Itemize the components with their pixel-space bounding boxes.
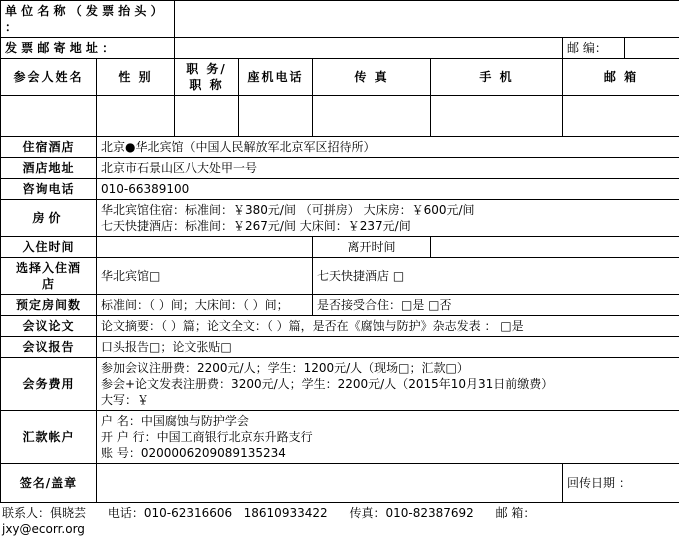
fee-line-1: 参加会议注册费：2200元/人；学生：1200元/人（现场□；汇款□） <box>101 360 675 376</box>
zip-value[interactable] <box>625 38 679 59</box>
footer-contact-value: 俱晓芸 <box>50 506 86 520</box>
attendee-cell-mobile[interactable] <box>431 96 563 137</box>
unit-name-label: 单 位 名 称 （ 发 票 抬 头 ） ： <box>1 1 175 38</box>
price-line-1: 华北宾馆住宿：标准间：￥380元/间 （可拼房） 大床房：￥600元/间 <box>101 202 675 218</box>
table-row-signature <box>1 464 679 503</box>
footer-contact <box>2 505 86 521</box>
hotel-choice-label-line1: 选择入住酒 <box>5 260 92 276</box>
attendee-header-fax: 传 真 <box>313 59 431 96</box>
table-row-hotel <box>1 137 679 158</box>
fee-label: 会务费用 <box>1 358 97 411</box>
phone-value: 010-66389100 <box>97 179 679 200</box>
fee-value[interactable] <box>97 358 679 411</box>
footer-contact-info <box>0 505 679 537</box>
footer-email <box>496 505 536 521</box>
attendee-cell-gender[interactable] <box>97 96 175 137</box>
hotel-choice-label <box>1 258 97 295</box>
attendee-header-name: 参会人姓名 <box>1 59 97 96</box>
rooms-count-value[interactable]: 标准间：（ ）间；大床间：（ ）间； <box>97 295 313 316</box>
attendee-header-email: 邮 箱 <box>563 59 679 96</box>
rooms-label: 预定房间数 <box>1 295 97 316</box>
account-line-2: 开 户 行：中国工商银行北京东升路支行 <box>101 429 675 445</box>
attendee-header-title-line1: 职 务/ <box>179 61 234 77</box>
invoice-address-label: 发 票 邮 寄 地 址 ： <box>1 38 175 59</box>
table-row-paper <box>1 316 679 337</box>
table-row-hotel-choice <box>1 258 679 295</box>
table-row-rooms <box>1 295 679 316</box>
hotel-choice-label-line2: 店 <box>5 276 92 292</box>
checkin-label: 入住时间 <box>1 237 97 258</box>
hotel-label: 住宿酒店 <box>1 137 97 158</box>
report-value[interactable]: 口头报告□；论文张贴□ <box>97 337 679 358</box>
hotel-address-value: 北京市石景山区八大处甲一号 <box>97 158 679 179</box>
table-row-fee <box>1 358 679 411</box>
signature-value[interactable] <box>97 464 563 503</box>
attendee-cell-email[interactable] <box>563 96 679 137</box>
unit-name-value[interactable] <box>175 1 679 38</box>
table-row-phone <box>1 179 679 200</box>
account-value <box>97 411 679 464</box>
attendee-header-gender: 性 别 <box>97 59 175 96</box>
footer-fax-value: 010-82387692 <box>385 506 473 520</box>
attendee-header-mobile: 手 机 <box>431 59 563 96</box>
account-line-3: 账 号：0200006209089135234 <box>101 445 675 461</box>
hotel-address-label: 酒店地址 <box>1 158 97 179</box>
fee-line-2: 参会+论文发表注册费：3200元/人；学生：2200元/人（2015年10月31日前缴费） <box>101 376 675 392</box>
checkout-value[interactable] <box>431 237 679 258</box>
fee-line-3: 大写：￥ <box>101 392 675 408</box>
table-row-unit-name <box>1 1 679 38</box>
footer-tel-value-1: 010-62316606 <box>144 506 232 520</box>
table-row-attendee-headers <box>1 59 679 96</box>
account-label: 汇款帐户 <box>1 411 97 464</box>
invoice-address-value[interactable] <box>175 38 563 59</box>
return-date-label: 回传日期 ： <box>563 464 679 503</box>
footer-tel-label: 电话： <box>108 506 144 520</box>
hotel-value: 北京●华北宾馆（中国人民解放军北京军区招待所） <box>97 137 679 158</box>
attendee-cell-title[interactable] <box>175 96 239 137</box>
price-label: 房价 <box>1 200 97 237</box>
paper-label: 会议论文 <box>1 316 97 337</box>
attendee-header-title <box>175 59 239 96</box>
footer-email-value[interactable]: jxy@ecorr.org <box>2 521 679 537</box>
table-row-hotel-address <box>1 158 679 179</box>
table-row-checkin <box>1 237 679 258</box>
table-row-attendee-entry <box>1 96 679 137</box>
footer-email-label: 邮 箱： <box>496 506 536 520</box>
attendee-header-title-line2: 职 称 <box>179 77 234 93</box>
footer-tel <box>108 505 328 521</box>
paper-value[interactable]: 论文摘要：（ ）篇；论文全文：（ ）篇，是否在《腐蚀与防护》杂志发表 ： □是 <box>97 316 679 337</box>
zip-label: 邮 编： <box>563 38 625 59</box>
hotel-choice-option-7days[interactable]: 七天快捷酒店 □ <box>313 258 679 295</box>
rooms-share-option[interactable]: 是否接受合住：□是 □否 <box>313 295 679 316</box>
table-row-report <box>1 337 679 358</box>
attendee-cell-name[interactable] <box>1 96 97 137</box>
price-line-2: 七天快捷酒店：标准间：￥267元/间 大床间：￥237元/间 <box>101 218 675 234</box>
footer-contact-label: 联系人： <box>2 506 50 520</box>
table-row-price <box>1 200 679 237</box>
price-value <box>97 200 679 237</box>
phone-label: 咨询电话 <box>1 179 97 200</box>
account-line-1: 户 名：中国腐蚀与防护学会 <box>101 413 675 429</box>
table-row-account <box>1 411 679 464</box>
checkout-label: 离开时间 <box>313 237 431 258</box>
report-label: 会议报告 <box>1 337 97 358</box>
attendee-cell-landline[interactable] <box>239 96 313 137</box>
attendee-header-landline: 座机电话 <box>239 59 313 96</box>
attendee-cell-fax[interactable] <box>313 96 431 137</box>
footer-fax <box>349 505 473 521</box>
signature-label: 签名/盖章 <box>1 464 97 503</box>
checkin-value[interactable] <box>97 237 313 258</box>
footer-fax-label: 传真： <box>349 506 385 520</box>
table-row-invoice-address <box>1 38 679 59</box>
hotel-choice-option-huabei[interactable]: 华北宾馆□ <box>97 258 313 295</box>
footer-tel-value-2: 18610933422 <box>244 506 328 520</box>
